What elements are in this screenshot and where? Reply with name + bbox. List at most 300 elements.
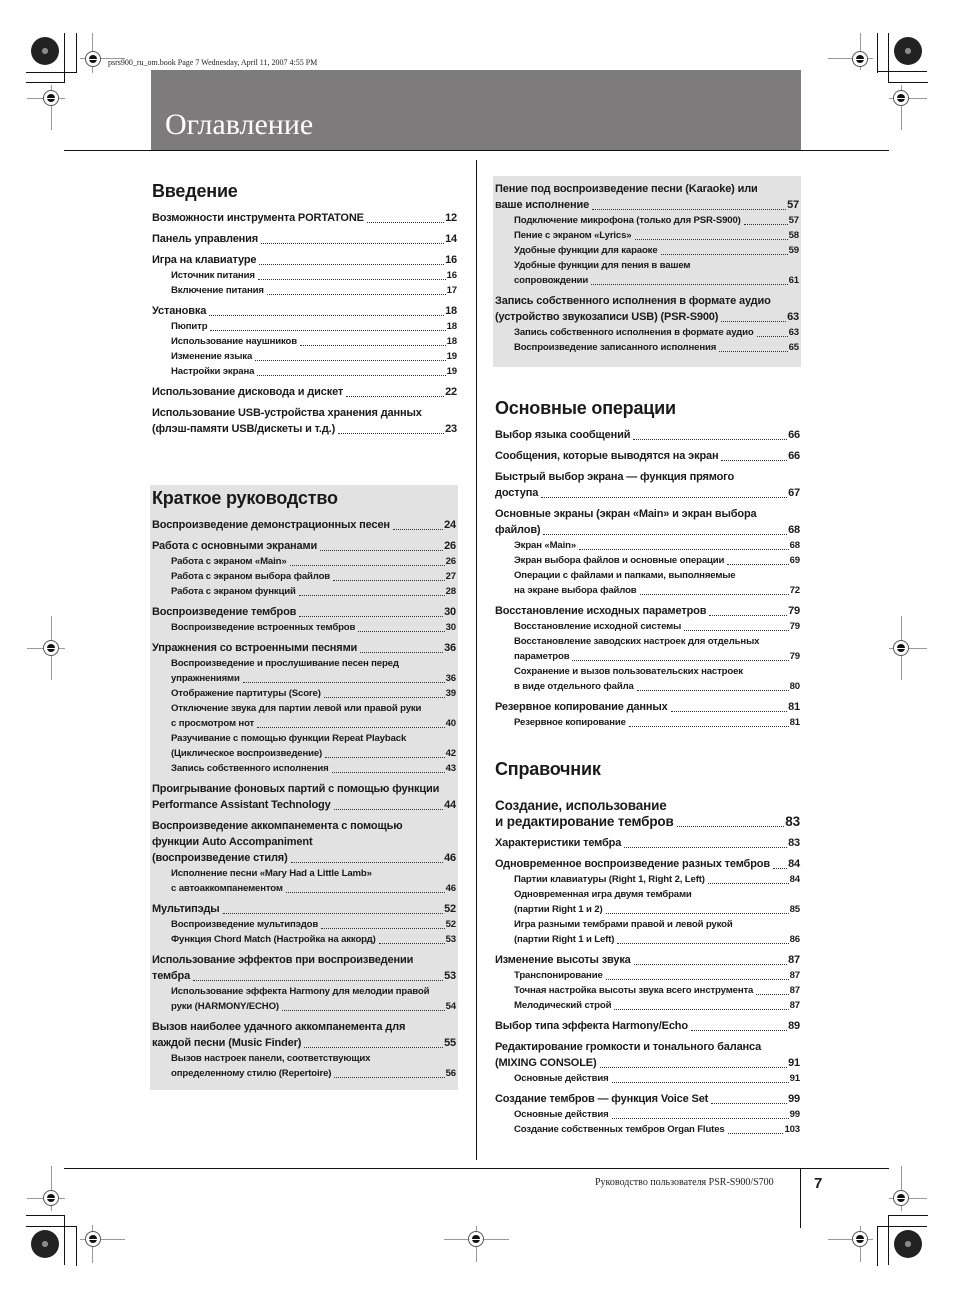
toc-entry-label: Разучивание с помощью функции Repeat Playback	[171, 733, 407, 744]
toc-subentry[interactable]	[495, 553, 800, 568]
toc-entry-label: упражнениями	[171, 673, 240, 684]
toc-entry[interactable]	[152, 210, 457, 226]
dot-leader	[360, 651, 443, 653]
dot-leader	[282, 1009, 445, 1011]
toc-page-number: 17	[446, 285, 457, 296]
dot-leader	[591, 283, 788, 285]
toc-page-number: 58	[788, 230, 799, 241]
toc-entry-label: Основные экраны (экран «Main» и экран выбора	[495, 508, 757, 520]
toc-page-number: 91	[788, 1057, 800, 1069]
toc-subentry[interactable]	[152, 984, 456, 1014]
toc-entry-label: Воспроизведение аккомпанемента с помощью	[152, 820, 403, 832]
dot-leader	[325, 756, 445, 758]
toc-entry[interactable]	[495, 603, 800, 694]
toc-entry-label: функции Auto Accompaniment	[152, 836, 313, 848]
toc-entry-label: Основные действия	[514, 1109, 609, 1120]
toc-entry-label: Воспроизведение записанного исполнения	[514, 342, 717, 353]
toc-page-number: 57	[787, 199, 799, 211]
toc-entry-label: тембра	[152, 970, 191, 982]
toc-entry[interactable]	[152, 781, 456, 813]
toc-page-number: 63	[787, 311, 799, 323]
toc-page-number: 59	[788, 245, 799, 256]
toc-page-number: 91	[789, 1073, 800, 1084]
toc-entry-label: Пюпитр	[171, 321, 208, 332]
dot-leader	[719, 350, 787, 352]
toc-entry-label: Настройки экрана	[171, 366, 255, 377]
dot-leader	[592, 208, 786, 210]
toc-subentry[interactable]	[152, 932, 456, 947]
toc-subentry[interactable]	[495, 998, 800, 1013]
toc-subentry[interactable]	[495, 1107, 800, 1122]
dot-leader	[691, 1029, 787, 1031]
toc-subentry[interactable]	[495, 619, 800, 634]
crop-mark	[877, 71, 927, 72]
toc-page-number: 28	[445, 586, 456, 597]
dot-leader	[727, 563, 788, 565]
toc-page-number: 19	[446, 351, 457, 362]
toc-list	[495, 427, 800, 730]
toc-subentry[interactable]	[152, 569, 456, 584]
toc-subentry[interactable]	[152, 917, 456, 932]
toc-entry[interactable]	[495, 856, 800, 947]
section-heading: Основные операции	[495, 398, 676, 418]
dot-leader	[193, 979, 443, 981]
toc-entry[interactable]	[152, 1019, 456, 1081]
toc-subentry[interactable]	[152, 268, 457, 283]
toc-entry-label: Исполнение песни «Mary Had a Little Lamb»	[171, 868, 372, 879]
header-rule	[64, 150, 889, 151]
dot-leader	[633, 438, 787, 440]
toc-page-number: 27	[445, 571, 456, 582]
toc-entry-label: Удобные функции для караоке	[514, 245, 658, 256]
toc-subentry[interactable]	[152, 319, 457, 334]
toc-page-number: 80	[789, 681, 800, 692]
toc-page-number: 68	[788, 524, 800, 536]
toc-page-number: 72	[789, 585, 800, 596]
toc-subentry[interactable]	[152, 283, 457, 298]
toc-page-number: 103	[784, 1124, 800, 1135]
dot-leader	[721, 320, 786, 322]
dot-leader	[367, 221, 444, 223]
toc-subentry[interactable]	[495, 634, 800, 664]
toc-page-number: 12	[445, 212, 457, 224]
toc-subentry[interactable]	[495, 983, 800, 998]
toc-subentry[interactable]	[495, 968, 800, 983]
toc-entry[interactable]	[152, 252, 457, 298]
toc-subentry[interactable]	[495, 917, 800, 947]
toc-entry[interactable]	[152, 901, 456, 947]
toc-entry-label: (партии Right 1 и 2)	[514, 904, 603, 915]
toc-subentry[interactable]	[152, 584, 456, 599]
toc-entry-label: Функция Chord Match (Настройка на аккорд)	[171, 934, 376, 945]
column-divider	[476, 160, 477, 1160]
toc-entry-label: Игра разными тембрами правой и левой рукой	[514, 919, 733, 930]
toc-entry-label: Резервное копирование данных	[495, 701, 668, 713]
toc-page-number: 16	[445, 254, 457, 266]
toc-entry[interactable]	[495, 1091, 800, 1137]
dot-leader	[756, 993, 788, 995]
toc-subentry[interactable]	[152, 334, 457, 349]
dot-leader	[333, 579, 445, 581]
footer-rule	[64, 1168, 889, 1169]
registration-mark-icon	[43, 90, 59, 106]
toc-page-number: 83	[788, 837, 800, 849]
toc-entry[interactable]	[495, 1018, 800, 1034]
toc-page-number: 40	[445, 718, 456, 729]
toc-entry[interactable]	[152, 538, 456, 599]
toc-entry[interactable]	[495, 427, 800, 443]
toc-subentry[interactable]	[495, 538, 800, 553]
toc-page-number: 36	[444, 642, 456, 654]
toc-page-number: 46	[445, 883, 456, 894]
dot-leader	[334, 808, 443, 810]
toc-page-number: 53	[444, 970, 456, 982]
dot-leader	[346, 395, 444, 397]
toc-entry[interactable]	[495, 293, 799, 355]
toc-entry-featured[interactable]	[495, 798, 800, 830]
crop-mark	[26, 82, 65, 83]
dot-leader	[640, 593, 789, 595]
toc-page-number: 56	[445, 1068, 456, 1079]
page-number: 7	[814, 1175, 823, 1192]
dot-leader	[223, 912, 444, 914]
dot-leader	[258, 278, 446, 280]
section-basic-operations	[495, 398, 800, 735]
dot-leader	[393, 528, 443, 530]
toc-entry[interactable]	[495, 835, 800, 851]
toc-page-number: 54	[445, 1001, 456, 1012]
toc-entry-label: (устройство звукозаписи USB) (PSR-S900)	[495, 311, 719, 323]
toc-page-number: 43	[445, 763, 456, 774]
toc-page-number: 44	[444, 799, 456, 811]
toc-page-number: 81	[789, 717, 800, 728]
toc-entry-label: с автоаккомпанементом	[171, 883, 283, 894]
dot-leader	[612, 1081, 789, 1083]
toc-entry-label: Упражнения со встроенными песнями	[152, 642, 358, 654]
dot-leader	[728, 1132, 784, 1134]
toc-entry-label: Быстрый выбор экрана — функция прямого	[495, 471, 735, 483]
toc-subentry[interactable]	[152, 1051, 456, 1081]
toc-page-number: 26	[444, 540, 456, 552]
toc-entry-label: Возможности инструмента PORTATONE	[152, 212, 364, 224]
crop-mark	[76, 1226, 77, 1266]
toc-entry[interactable]	[152, 231, 457, 247]
toc-entry-label: Редактирование громкости и тонального баланса	[495, 1041, 762, 1053]
toc-subentry[interactable]	[152, 364, 457, 379]
toc-page-number: 87	[788, 954, 800, 966]
toc-entry-label: Отключение звука для партии левой или правой руки	[171, 703, 422, 714]
toc-entry[interactable]	[495, 469, 800, 501]
toc-entry-label: Воспроизведение тембров	[152, 606, 297, 618]
toc-subentry[interactable]	[152, 701, 456, 731]
toc-entry-label: Панель управления	[152, 233, 259, 245]
crop-mark	[64, 33, 65, 83]
toc-entry-label: Подключение микрофона (только для PSR-S900)	[514, 215, 741, 226]
dot-leader	[773, 867, 787, 869]
title-banner	[151, 70, 801, 150]
toc-entry[interactable]	[495, 506, 800, 598]
dot-leader	[677, 825, 785, 827]
toc-entry-label: Включение питания	[171, 285, 264, 296]
toc-entry-label: файлов)	[495, 524, 541, 536]
toc-entry-label: (Циклическое воспроизведение)	[171, 748, 323, 759]
manual-title: Руководство пользователя PSR-S900/S700	[595, 1177, 774, 1188]
dot-leader	[210, 329, 445, 331]
toc-entry-label: (флэш-памяти USB/дискеты и т.д.)	[152, 423, 336, 435]
dot-leader	[634, 963, 787, 965]
toc-page-number: 79	[789, 651, 800, 662]
toc-page-number: 18	[446, 321, 457, 332]
toc-page-number: 16	[446, 270, 457, 281]
dot-leader	[304, 1046, 443, 1048]
toc-subentry[interactable]	[495, 1122, 800, 1137]
dot-leader	[257, 726, 445, 728]
toc-subentry[interactable]	[152, 866, 456, 896]
crop-mark	[877, 33, 878, 73]
toc-page-number: 66	[788, 429, 800, 441]
toc-page-number: 87	[789, 1000, 800, 1011]
crop-mark	[888, 1215, 928, 1216]
toc-entry[interactable]	[152, 640, 456, 776]
toc-entry[interactable]	[152, 952, 456, 1014]
toc-entry-label: доступа	[495, 487, 539, 499]
crop-mark	[888, 1215, 889, 1265]
toc-entry-label: Вызов настроек панели, соответствующих	[171, 1053, 371, 1064]
toc-entry-label: Восстановление заводских настроек для отдельных	[514, 636, 760, 647]
toc-page-number: 14	[445, 233, 457, 245]
toc-entry-label: параметров	[514, 651, 570, 662]
dot-leader	[324, 696, 445, 698]
dot-leader	[358, 630, 444, 632]
toc-entry-label: Создание, использование	[495, 798, 667, 813]
toc-list	[152, 210, 457, 437]
toc-page-number: 55	[444, 1037, 456, 1049]
section-introduction	[152, 181, 457, 442]
toc-entry-label: Работа с экраном функций	[171, 586, 296, 597]
dot-leader	[624, 846, 787, 848]
toc-entry[interactable]	[495, 699, 800, 730]
dot-leader	[617, 942, 788, 944]
dot-leader	[267, 293, 446, 295]
toc-subentry[interactable]	[152, 761, 456, 776]
toc-entry-label: руки (HARMONY/ECHO)	[171, 1001, 279, 1012]
toc-page-number: 87	[789, 970, 800, 981]
toc-entry[interactable]	[152, 604, 456, 635]
toc-page-number: 26	[445, 556, 456, 567]
toc-list	[152, 517, 456, 1081]
toc-entry-label: Восстановление исходных параметров	[495, 605, 707, 617]
toc-entry[interactable]	[152, 517, 456, 533]
dot-leader	[291, 861, 443, 863]
registration-mark-icon	[43, 640, 59, 656]
toc-entry-label: Performance Assistant Technology	[152, 799, 331, 811]
toc-entry-label: Изменение высоты звука	[495, 954, 631, 966]
toc-subentry[interactable]	[495, 664, 800, 694]
toc-entry-label: сопровождении	[514, 275, 589, 286]
toc-entry-label: Запись собственного исполнения в формате аудио	[514, 327, 754, 338]
toc-subentry[interactable]	[495, 340, 799, 355]
toc-entry-label: Сохранение и вызов пользовательских настроек	[514, 666, 743, 677]
section-quick-guide	[150, 485, 458, 1090]
toc-entry-label: в виде отдельного файла	[514, 681, 634, 692]
crop-mark	[26, 72, 77, 73]
dot-leader	[338, 432, 444, 434]
toc-subentry[interactable]	[495, 258, 799, 288]
dot-leader	[300, 344, 446, 346]
toc-page-number: 22	[445, 386, 457, 398]
toc-entry[interactable]	[495, 952, 800, 1013]
toc-entry-label: Создание собственных тембров Organ Flutes	[514, 1124, 725, 1135]
toc-entry-label: Запись собственного исполнения	[171, 763, 329, 774]
toc-entry-label: определенному стилю (Repertoire)	[171, 1068, 332, 1079]
toc-page-number: 30	[445, 622, 456, 633]
toc-entry-label: Мелодический строй	[514, 1000, 612, 1011]
toc-subentry[interactable]	[495, 243, 799, 258]
crop-mark	[26, 1215, 65, 1216]
dot-leader	[543, 533, 787, 535]
toc-subentry[interactable]	[495, 213, 799, 228]
dot-leader	[708, 882, 789, 884]
toc-page-number: 99	[789, 1109, 800, 1120]
toc-entry-label: Проигрывание фоновых партий с помощью функции	[152, 783, 440, 795]
toc-entry-label: Использование дисковода и дискет	[152, 386, 344, 398]
toc-page-number: 46	[444, 852, 456, 864]
toc-subentry[interactable]	[495, 872, 800, 887]
toc-entry-label: Воспроизведение встроенных тембров	[171, 622, 356, 633]
crop-mark	[877, 1226, 878, 1266]
dot-leader	[290, 564, 445, 566]
dot-leader	[614, 1008, 788, 1010]
registration-mark-icon	[85, 1231, 101, 1247]
registration-mark-icon	[893, 90, 909, 106]
toc-entry-label: Игра на клавиатуре	[152, 254, 257, 266]
toc-page-number: 36	[445, 673, 456, 684]
toc-entry-label: Работа с основными экранами	[152, 540, 318, 552]
toc-subentry[interactable]	[495, 1071, 800, 1086]
toc-entry-label: Работа с экраном выбора файлов	[171, 571, 331, 582]
toc-page-number: 84	[789, 874, 800, 885]
dot-leader	[600, 1066, 788, 1068]
registration-target-bottom-left	[31, 1230, 59, 1258]
section-reference	[495, 759, 800, 1142]
toc-list	[495, 835, 800, 1137]
toc-page-number: 67	[788, 487, 800, 499]
toc-page-number: 89	[788, 1020, 800, 1032]
toc-page-number: 30	[444, 606, 456, 618]
toc-entry[interactable]	[152, 303, 457, 379]
toc-entry[interactable]	[495, 181, 799, 288]
toc-entry[interactable]	[495, 1039, 800, 1086]
toc-subentry[interactable]	[495, 325, 799, 340]
registration-target-top-left	[31, 37, 59, 65]
toc-page-number: 57	[788, 215, 799, 226]
toc-entry-label: и редактирование тембров	[495, 814, 674, 829]
toc-page-number: 86	[789, 934, 800, 945]
toc-entry-label: каждой песни (Music Finder)	[152, 1037, 302, 1049]
toc-entry-label: ваше исполнение	[495, 199, 590, 211]
crop-mark	[76, 33, 77, 73]
toc-entry-label: Воспроизведение мультипэдов	[171, 919, 319, 930]
dot-leader	[299, 615, 443, 617]
toc-page-number: 79	[788, 605, 800, 617]
dot-leader	[612, 1117, 789, 1119]
toc-entry-label: Изменение языка	[171, 351, 253, 362]
toc-entry-label: Транспонирование	[514, 970, 603, 981]
toc-entry-label: Резервное копирование	[514, 717, 626, 728]
dot-leader	[744, 223, 788, 225]
dot-leader	[606, 912, 789, 914]
toc-entry[interactable]	[152, 818, 456, 896]
toc-subentry[interactable]	[152, 554, 456, 569]
toc-subentry[interactable]	[152, 686, 456, 701]
footer-divider	[800, 1168, 801, 1228]
toc-entry-label: Установка	[152, 305, 207, 317]
toc-subentry[interactable]	[495, 228, 799, 243]
dot-leader	[321, 927, 445, 929]
toc-entry-label: Использование эффектов при воспроизведении	[152, 954, 414, 966]
registration-mark-icon	[468, 1231, 484, 1247]
toc-page-number: 42	[445, 748, 456, 759]
toc-entry-label: Создание тембров — функция Voice Set	[495, 1093, 709, 1105]
toc-entry-label: Восстановление исходной системы	[514, 621, 682, 632]
registration-mark-icon	[852, 51, 868, 67]
toc-entry-label: Операции с файлами и папками, выполняемые	[514, 570, 736, 581]
toc-page-number: 52	[444, 903, 456, 915]
toc-page-number: 52	[445, 919, 456, 930]
toc-page-number: 24	[444, 519, 456, 531]
crop-mark	[26, 1226, 77, 1227]
toc-subentry[interactable]	[152, 349, 457, 364]
toc-entry-label: (партии Right 1 и Left)	[514, 934, 615, 945]
toc-subentry[interactable]	[495, 568, 800, 598]
toc-subentry[interactable]	[152, 731, 456, 761]
dot-leader	[243, 681, 445, 683]
toc-entry[interactable]	[152, 384, 457, 400]
registration-target-top-right	[894, 37, 922, 65]
toc-entry[interactable]	[152, 405, 457, 437]
registration-mark-icon	[893, 640, 909, 656]
dot-leader	[637, 689, 789, 691]
dot-leader	[320, 549, 443, 551]
toc-page-number: 19	[446, 366, 457, 377]
toc-page-number: 87	[789, 985, 800, 996]
toc-subentry[interactable]	[495, 715, 800, 730]
section-heading: Введение	[152, 181, 238, 201]
toc-entry-label: Использование наушников	[171, 336, 297, 347]
toc-entry-label: Пение с экраном «Lyrics»	[514, 230, 632, 241]
dot-leader	[299, 594, 445, 596]
toc-subentry[interactable]	[152, 656, 456, 686]
toc-entry-label: с просмотром нот	[171, 718, 255, 729]
toc-entry-label: Отображение партитуры (Score)	[171, 688, 321, 699]
toc-entry-label: (MIXING CONSOLE)	[495, 1057, 597, 1069]
toc-page-number: 18	[446, 336, 457, 347]
toc-page-number: 69	[789, 555, 800, 566]
toc-entry-label: Точная настройка высоты звука всего инструмента	[514, 985, 754, 996]
dot-leader	[629, 725, 789, 727]
print-slug: psrs900_ru_om.book Page 7 Wednesday, April 11, 2007 4:55 PM	[108, 58, 318, 67]
crop-mark	[888, 82, 928, 83]
registration-mark-icon	[893, 1190, 909, 1206]
toc-page-number: 79	[789, 621, 800, 632]
toc-entry-label: Сообщения, которые выводятся на экран	[495, 450, 719, 462]
toc-subentry[interactable]	[495, 887, 800, 917]
toc-entry[interactable]	[495, 448, 800, 464]
dot-leader	[261, 242, 444, 244]
registration-mark-icon	[43, 1190, 59, 1206]
toc-subentry[interactable]	[152, 620, 456, 635]
dot-leader	[709, 614, 787, 616]
